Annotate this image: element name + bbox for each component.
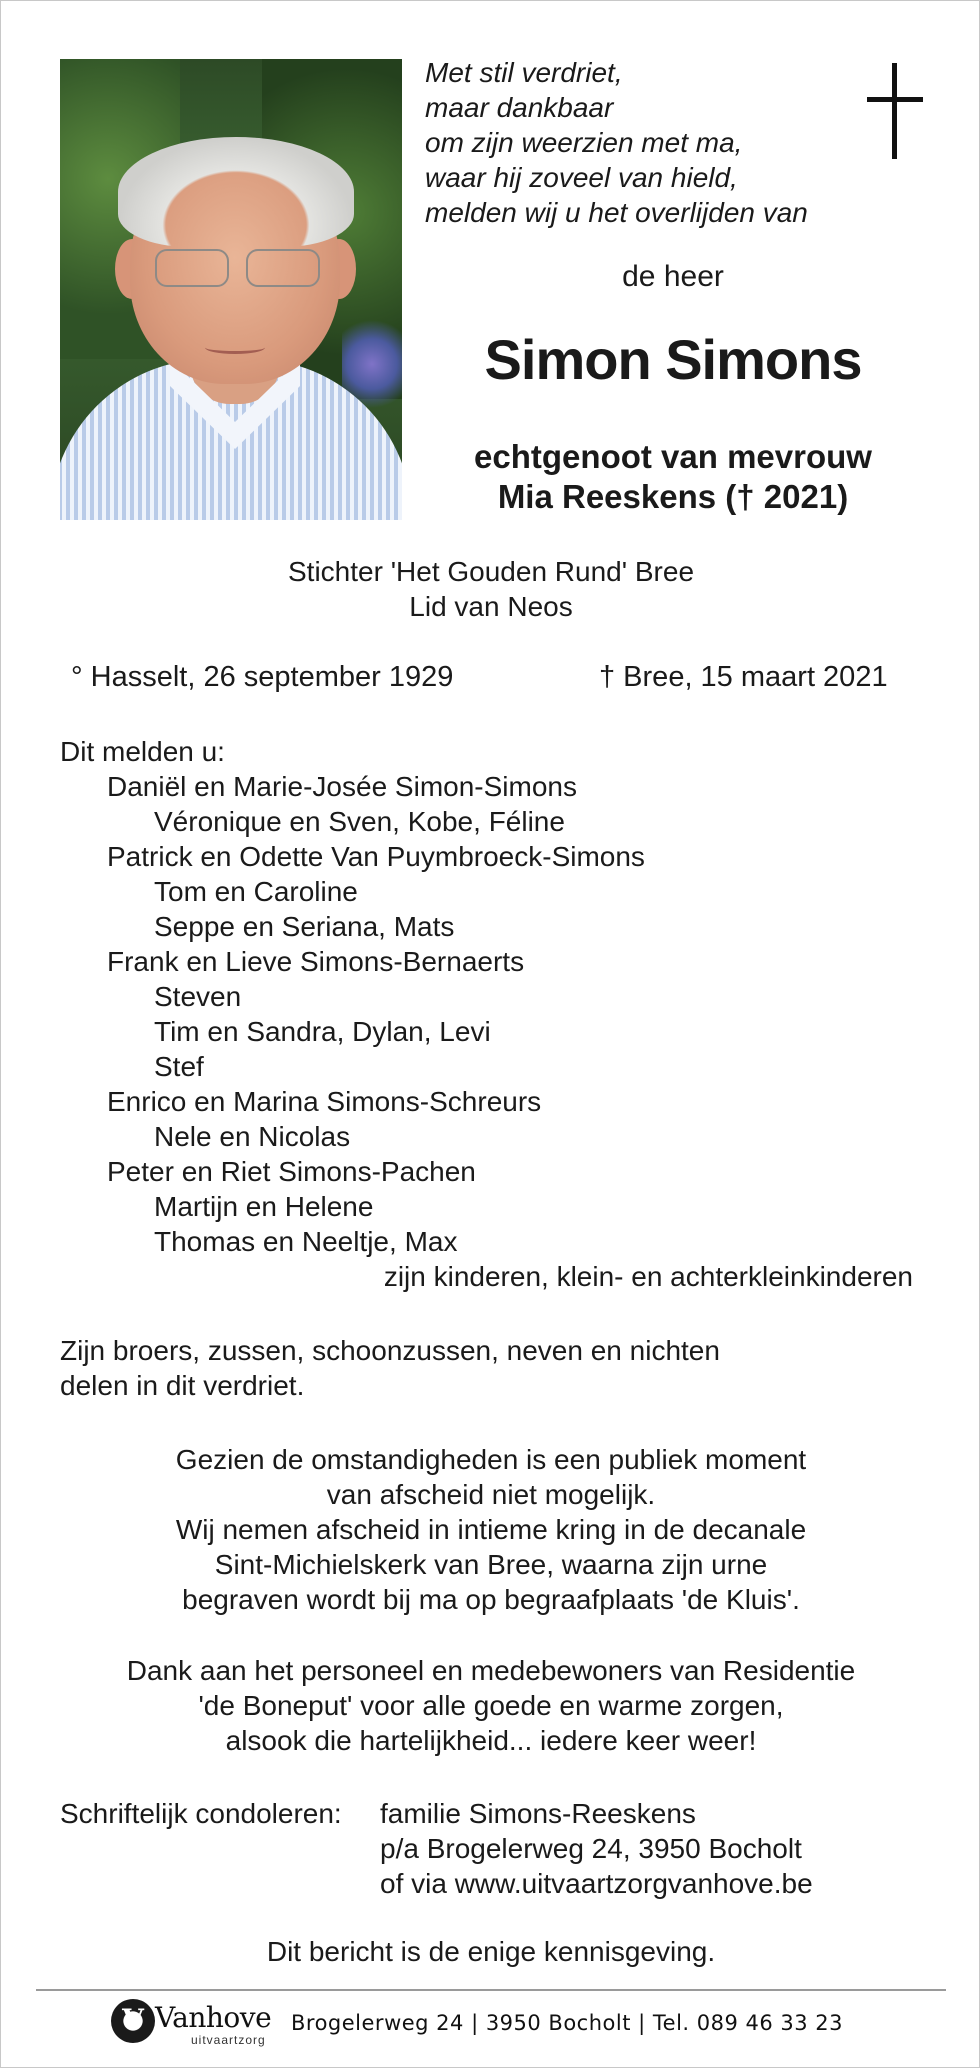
verse-line: waar hij zoveel van hield,	[425, 162, 738, 193]
verse-line: maar dankbaar	[425, 92, 614, 123]
verse-line: melden wij u het overlijden van	[425, 197, 808, 228]
grandchild-family: Véronique en Sven, Kobe, Féline	[154, 806, 565, 837]
vanhove-logo-icon: V	[111, 1999, 155, 2043]
cross-icon	[867, 63, 923, 159]
thanks-line: Dank aan het personeel en medebewoners van Residentie	[126, 1655, 856, 1686]
deceased-name: Simon Simons	[484, 328, 862, 391]
role-line: Lid van Neos	[409, 591, 573, 622]
condolence-label: Schriftelijk condoleren:	[60, 1798, 342, 1829]
logo-subtitle: uitvaartzorg	[191, 2033, 266, 2047]
notice-text: Dit bericht is de enige kennisgeving.	[266, 1936, 716, 1967]
ceremony-line: Gezien de omstandigheden is een publiek moment	[175, 1444, 807, 1475]
birth-date: ° Hasselt, 26 september 1929	[71, 661, 454, 693]
thanks-line: alsook die hartelijkheid... iedere keer weer!	[225, 1725, 757, 1756]
relatives-line: Zijn broers, zussen, schoonzussen, neven en nichten	[60, 1335, 720, 1366]
ceremony-note	[1, 1442, 980, 1617]
condolence-line: p/a Brogelerweg 24, 3950 Bocholt	[380, 1833, 802, 1864]
ceremony-line: van afscheid niet mogelijk.	[326, 1479, 656, 1510]
spouse-info	[425, 437, 921, 517]
grandchild-family: Tom en Caroline	[154, 876, 358, 907]
grandchild-family: Martijn en Helene	[154, 1191, 374, 1222]
grandchild-family: Steven	[154, 981, 242, 1012]
roles	[1, 554, 980, 624]
grandchild-family: Stef	[154, 1051, 204, 1082]
logo-name: Vanhove	[155, 2001, 272, 2034]
child-family: Daniël en Marie-Josée Simon-Simons	[107, 771, 577, 802]
spouse-line: Mia Reeskens († 2021)	[497, 478, 849, 515]
child-family: Patrick en Odette Van Puymbroeck-Simons	[107, 841, 645, 872]
portrait-photo	[60, 59, 402, 520]
verse-line: om zijn weerzien met ma,	[425, 127, 743, 158]
spouse-line: echtgenoot van mevrouw	[474, 438, 872, 475]
role-line: Stichter 'Het Gouden Rund' Bree	[287, 556, 695, 587]
footer	[111, 1997, 971, 2049]
grandchild-family: Thomas en Neeltje, Max	[154, 1226, 458, 1257]
child-family: Frank en Lieve Simons-Bernaerts	[107, 946, 525, 977]
divider	[36, 1989, 946, 1991]
family-signature: zijn kinderen, klein- en achterkleinkinderen	[383, 1261, 913, 1292]
grandchild-family: Seppe en Seriana, Mats	[154, 911, 455, 942]
ceremony-line: Wij nemen afscheid in intieme kring in de decanale	[175, 1514, 807, 1545]
ceremony-line: begraven wordt bij ma op begraafplaats 'de Kluis'.	[182, 1584, 800, 1615]
thanks-line: 'de Boneput' voor alle goede en warme zorgen,	[198, 1690, 784, 1721]
grandchild-family: Tim en Sandra, Dylan, Levi	[154, 1016, 491, 1047]
relatives-line: delen in dit verdriet.	[60, 1370, 305, 1401]
grandchild-family: Nele en Nicolas	[154, 1121, 351, 1152]
family-list	[60, 734, 940, 1294]
condolence-line: familie Simons-Reeskens	[380, 1798, 696, 1829]
thanks-note	[1, 1653, 980, 1758]
verse	[425, 55, 855, 230]
footer-contact: Brogelerweg 24 | 3950 Bocholt | Tel. 089 46 33 23	[291, 2011, 844, 2035]
child-family: Enrico en Marina Simons-Schreurs	[107, 1086, 542, 1117]
family-intro: Dit melden u:	[60, 736, 225, 767]
condolence-website-link[interactable]: of via www.uitvaartzorgvanhove.be	[380, 1868, 813, 1899]
relatives-note	[60, 1333, 720, 1403]
child-family: Peter en Riet Simons-Pachen	[107, 1156, 476, 1187]
ceremony-line: Sint-Michielskerk van Bree, waarna zijn urne	[214, 1549, 768, 1580]
verse-line: Met stil verdriet,	[425, 57, 623, 88]
death-date: † Bree, 15 maart 2021	[599, 661, 888, 693]
salutation: de heer	[622, 260, 724, 293]
